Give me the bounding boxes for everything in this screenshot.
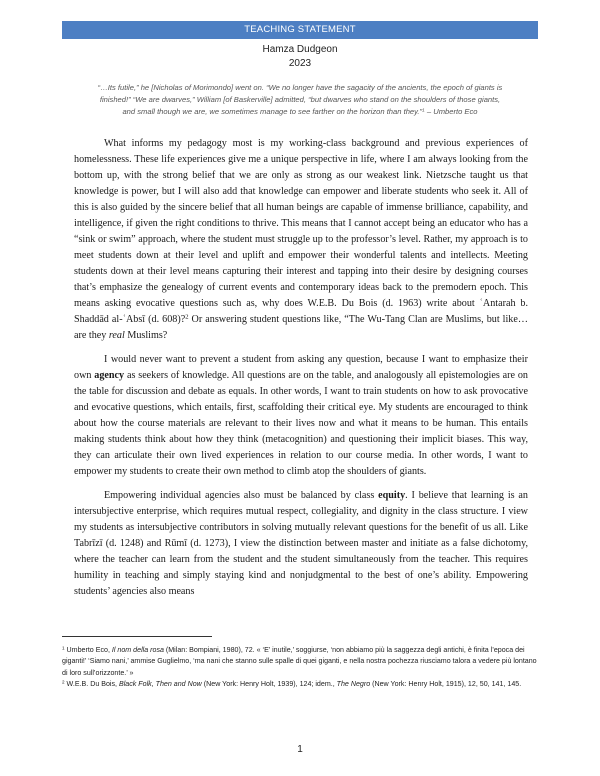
paragraph-text: What informs my pedagogy most is my working-class background and previous experiences of homelessness. These life experiences give me a unique perspective in life, where I am always looking from the bottom up, with the strong belief that we are only as strong as our weakest link. Nietzsche taught us that knowledge is power, but I will also add that knowledge can empower and liberate students who seek it. All of this is also guided by the sincere belief that all human beings are capable of immense brilliance, capability, and intelligence, if given the right conditions to thrive. This means that I cannot accept being an educator who has a “sink or swim” approach, where the student must struggle up to the professor’s level. Rather, my approach is to meet students down at their level and uplift and empower their wonderful talents and intellects. Meeting students down at their level means capturing their interest and tapping into their desire by designing courses that’s emphasize the genealogy of current events and contemporary ideas back to the premodern epoch. This means asking evocative questions such as, why does W.E.B. Du Bois (d. 1963) write about ʿAntarah b. Shaddād al-ʿAbsī (d. 608)?: [74, 138, 528, 325]
epigraph: [96, 82, 504, 118]
epigraph-quote: “…Its futile,” he [Nicholas of Morimondo] went on. “We no longer have the sagacity of the ancients, the epoch of giants is finished!” “We are dwarves,” William [of Baskerville] admitted, “but dwarves who stand on the shoulders of those giants, and small though we are, we sometimes manage to see farther on the horizon than they.”: [97, 83, 503, 116]
footnote-number: 1: [62, 645, 65, 651]
paragraph-text: as seekers of knowledge. All questions are on the table, and analogously all epistemologies are on the table for discussion and debate as equals. In other words, I want to train students on how to ask provocative and evocative questions, which entails, first, scaffolding their critical eye. My students are encouraged to think about how the course materials are relevant to their lives now and what it means to be human. This entails making students think about how they think (metacognition) and questioning their implicit biases. This way, they can articulate their own lived experiences in relation to our course media. In other words, I want to empower my students to create their own method to climb atop the shoulders of giants.: [74, 370, 528, 477]
footnote-number: 2: [62, 679, 65, 685]
footnote-text: W.E.B. Du Bois,: [64, 680, 119, 689]
document-year: 2023: [288, 58, 312, 69]
author-name: Hamza Dudgeon: [262, 44, 338, 55]
footnote-title: Black Folk, Then and Now: [118, 680, 202, 689]
footnote-2: [62, 679, 538, 690]
footnote-text: Umberto Eco,: [64, 646, 112, 654]
bold-equity: equity: [378, 490, 406, 501]
footnote-title: Il nom della rosa: [111, 646, 164, 654]
paragraph-equity: [74, 488, 528, 600]
footnote-text: (New York: Henry Holt, 1915), 12, 50, 141, 145.: [370, 680, 522, 689]
body-text: [74, 136, 528, 608]
epigraph-footnote-ref: 1: [422, 108, 425, 114]
footnote-ref-2: 2: [185, 313, 189, 321]
footnote-text: (New York: Henry Holt, 1939), 124; idem.,: [201, 680, 337, 689]
footnote-text: (Milan: Bompiani, 1980), 72. « ‘E’ inutile,’ soggiurse, ‘non abbiamo più la saggezza degli antichi, è finita l’epoca dei giganti!’ ‘Siamo nani,’ ammise Guglielmo, ‘ma nani che stanno sulle spalle di quei giganti, e nella nostra pochezza riusciamo talora a vedere più lontano di loro sull’orizzonte.’ »: [62, 646, 537, 677]
paragraph-text: Or answering student questions like, “The Wu-Tang Clan are Muslims, but like… are they: [74, 314, 528, 341]
page-number: 1: [297, 744, 303, 755]
bold-agency: agency: [94, 370, 125, 381]
header-banner: TEACHING STATEMENT: [62, 21, 538, 39]
footnotes: [62, 645, 538, 691]
paragraph-text: Muslims?: [124, 330, 168, 341]
epigraph-attribution: – Umberto Eco: [424, 107, 478, 116]
paragraph-agency: [74, 352, 528, 480]
paragraph-text: . I believe that learning is an intersubjective enterprise, which requires mutual respect, collegiality, and dignity in the class structure. I view my students as intersubjective contributors in solving mutually relevant questions for the benefit of us all. Like Tabrīzī (d. 1248) and Rūmī (d. 1273), I view the distinction between master and initiate as a false dichotomy, where the teacher can learn from the student and the student simultaneously from the teacher. This requires humility in teaching and simply staying kind and nonjudgmental to the best of one’s ability. Empowering students’ agencies also means: [74, 490, 528, 597]
emphasis-real: real: [108, 330, 125, 341]
footnote-title: The Negro: [336, 680, 371, 689]
footnote-1: [62, 645, 538, 679]
footnote-separator: [62, 636, 212, 637]
paragraph-text: Empowering individual agencies also must be balanced by class: [104, 490, 379, 501]
paragraph-pedagogy: [74, 136, 528, 344]
paragraph-text: I would never want to prevent a student from asking any question, because I want to emphasize their own: [74, 354, 528, 381]
